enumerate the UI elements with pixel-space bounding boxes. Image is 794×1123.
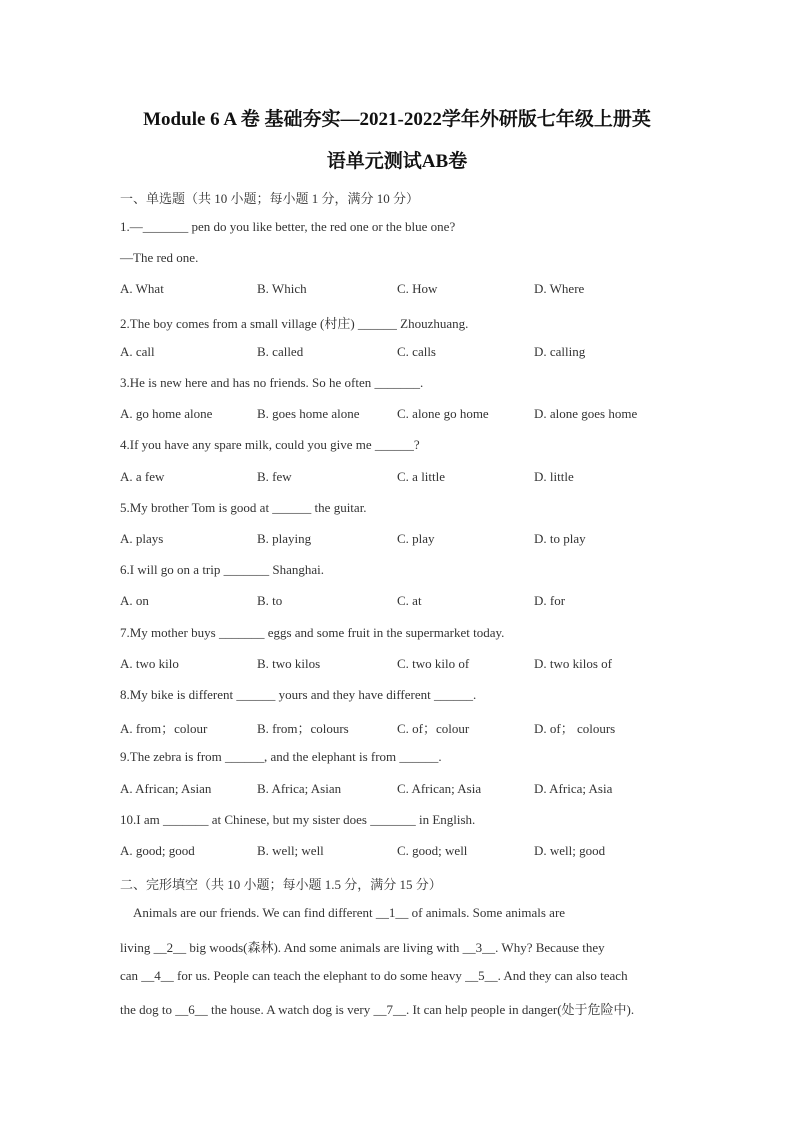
question-9-option-a: A. African; Asian	[120, 781, 212, 796]
cloze-passage-line-2: living __2__ big woods(森林). And some animals are living with __3__. Why? Because they	[120, 940, 605, 955]
question-10-option-d: D. well; good	[534, 843, 606, 858]
question-2-option-a: A. call	[120, 344, 155, 359]
question-5-option-d: D. to play	[534, 531, 586, 546]
question-3-option-a: A. go home alone	[120, 406, 213, 421]
question-6-option-b: B. to	[257, 593, 283, 608]
question-10-stem: 10.I am _______ at Chinese, but my sister does _______ in English.	[120, 812, 476, 827]
question-4-stem: 4.If you have any spare milk, could you give me ______?	[120, 437, 420, 452]
question-4-option-b: B. few	[257, 469, 292, 484]
question-2-option-c: C. calls	[397, 344, 436, 359]
question-6-option-a: A. on	[120, 593, 149, 608]
question-1-option-b: B. Which	[257, 281, 307, 296]
question-4-option-d: D. little	[534, 469, 574, 484]
section-2-header: 二、完形填空（共 10 小题；每小题 1.5 分，满分 15 分）	[120, 877, 442, 892]
question-9-option-c: C. African; Asia	[397, 781, 482, 796]
question-8-option-d: D. of； colours	[534, 721, 616, 736]
question-1-option-d: D. Where	[534, 281, 585, 296]
document-title-line-2: 语单元测试AB卷	[326, 151, 468, 172]
question-7-option-b: B. two kilos	[257, 656, 321, 671]
cloze-passage-line-4: the dog to __6__ the house. A watch dog is very __7__. It can help people in danger(处于危险中).	[120, 1002, 635, 1017]
question-1-stem-continued: —The red one.	[120, 250, 199, 265]
document-title-line-1: Module 6 A 卷 基础夯实—2021-2022学年外研版七年级上册英	[143, 109, 651, 130]
question-6-stem: 6.I will go on a trip _______ Shanghai.	[120, 562, 325, 577]
question-7-option-d: D. two kilos of	[534, 656, 612, 671]
question-7-stem: 7.My mother buys _______ eggs and some fruit in the supermarket today.	[120, 625, 505, 640]
question-5-stem: 5.My brother Tom is good at ______ the guitar.	[120, 500, 367, 515]
question-3-option-c: C. alone go home	[397, 406, 489, 421]
question-5-option-c: C. play	[397, 531, 435, 546]
section-1-header: 一、单选题（共 10 小题；每小题 1 分，满分 10 分）	[120, 191, 420, 206]
question-7-option-a: A. two kilo	[120, 656, 179, 671]
question-4-option-a: A. a few	[120, 469, 165, 484]
question-6-option-d: D. for	[534, 593, 566, 608]
question-10-option-c: C. good; well	[397, 843, 468, 858]
cloze-passage-line-1: Animals are our friends. We can find different __1__ of animals. Some animals are	[133, 905, 566, 920]
question-3-stem: 3.He is new here and has no friends. So he often _______.	[120, 375, 424, 390]
question-10-option-b: B. well; well	[257, 843, 324, 858]
question-7-option-c: C. two kilo of	[397, 656, 470, 671]
question-1-option-a: A. What	[120, 281, 164, 296]
question-3-option-b: B. goes home alone	[257, 406, 360, 421]
question-2-option-d: D. calling	[534, 344, 586, 359]
question-8-option-b: B. from；colours	[257, 721, 349, 736]
question-9-stem: 9.The zebra is from ______, and the elephant is from ______.	[120, 749, 442, 764]
question-8-option-c: C. of；colour	[397, 721, 470, 736]
question-1-option-c: C. How	[397, 281, 438, 296]
question-8-option-a: A. from；colour	[120, 721, 208, 736]
question-5-option-a: A. plays	[120, 531, 164, 546]
question-10-option-a: A. good; good	[120, 843, 195, 858]
cloze-passage-line-3: can __4__ for us. People can teach the elephant to do some heavy __5__. And they can also teach	[120, 968, 628, 983]
question-4-option-c: C. a little	[397, 469, 446, 484]
question-8-stem: 8.My bike is different ______ yours and they have different ______.	[120, 687, 477, 702]
question-2-option-b: B. called	[257, 344, 304, 359]
question-9-option-d: D. Africa; Asia	[534, 781, 613, 796]
question-2-stem: 2.The boy comes from a small village (村庄) ______ Zhouzhuang.	[120, 316, 469, 331]
question-6-option-c: C. at	[397, 593, 422, 608]
question-9-option-b: B. Africa; Asian	[257, 781, 342, 796]
question-3-option-d: D. alone goes home	[534, 406, 638, 421]
question-1-stem: 1.—_______ pen do you like better, the red one or the blue one?	[120, 219, 456, 234]
question-5-option-b: B. playing	[257, 531, 312, 546]
